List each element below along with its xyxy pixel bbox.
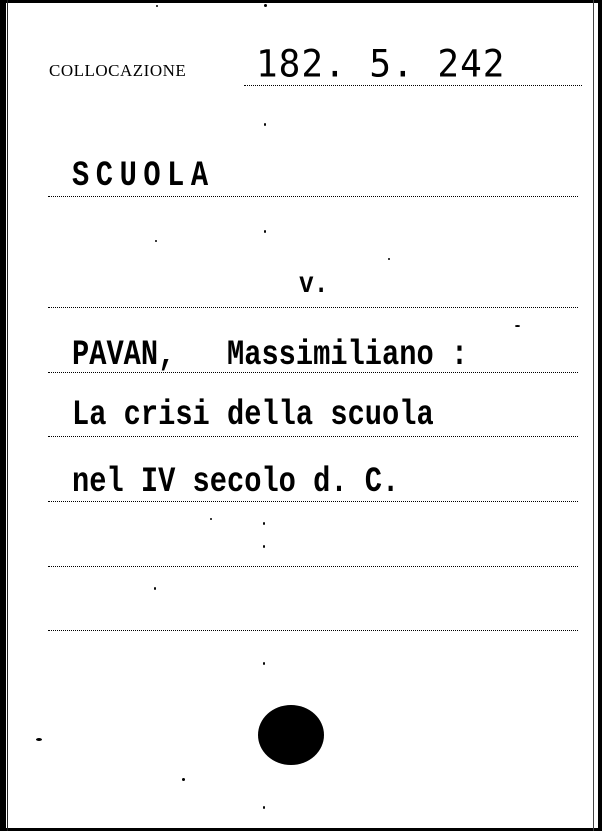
dust-speck	[263, 522, 265, 525]
dust-speck	[155, 240, 157, 242]
card-punch-hole	[258, 705, 324, 765]
entry-line-title: La crisi della scuola	[72, 395, 434, 435]
card-edge-top	[0, 0, 602, 3]
dust-speck	[154, 587, 156, 590]
dust-speck	[263, 662, 265, 665]
ruled-line	[48, 566, 578, 567]
dust-speck	[182, 778, 185, 781]
dust-speck	[264, 4, 267, 7]
dust-speck	[515, 325, 520, 327]
ruled-line	[48, 630, 578, 631]
subject-heading: SCUOLA	[72, 156, 215, 196]
entry-line-author: PAVAN, Massimiliano :	[72, 335, 469, 375]
dust-speck	[388, 258, 390, 260]
dust-speck	[210, 518, 212, 520]
ruled-line	[48, 436, 578, 437]
dust-speck	[264, 123, 266, 126]
dust-speck	[264, 230, 266, 233]
collocazione-value: 182. 5. 242	[256, 42, 506, 87]
ruled-line	[48, 501, 578, 502]
dust-speck	[263, 545, 265, 548]
dust-speck	[156, 5, 158, 7]
entry-line-title-cont: nel IV secolo d. C.	[72, 462, 400, 502]
card-edge-left	[0, 0, 6, 831]
ruled-line	[48, 196, 578, 197]
collocazione-rule	[244, 85, 582, 86]
dust-speck	[263, 806, 265, 809]
card-edge-right	[598, 0, 602, 831]
collocazione-label: COLLOCAZIONE	[49, 61, 187, 80]
card-edge-left-line	[7, 0, 8, 831]
card-edge-right-line	[593, 0, 594, 831]
dust-speck	[36, 738, 42, 741]
versus-mark: v.	[299, 268, 329, 302]
ruled-line	[48, 307, 578, 308]
ruled-line	[48, 372, 578, 373]
